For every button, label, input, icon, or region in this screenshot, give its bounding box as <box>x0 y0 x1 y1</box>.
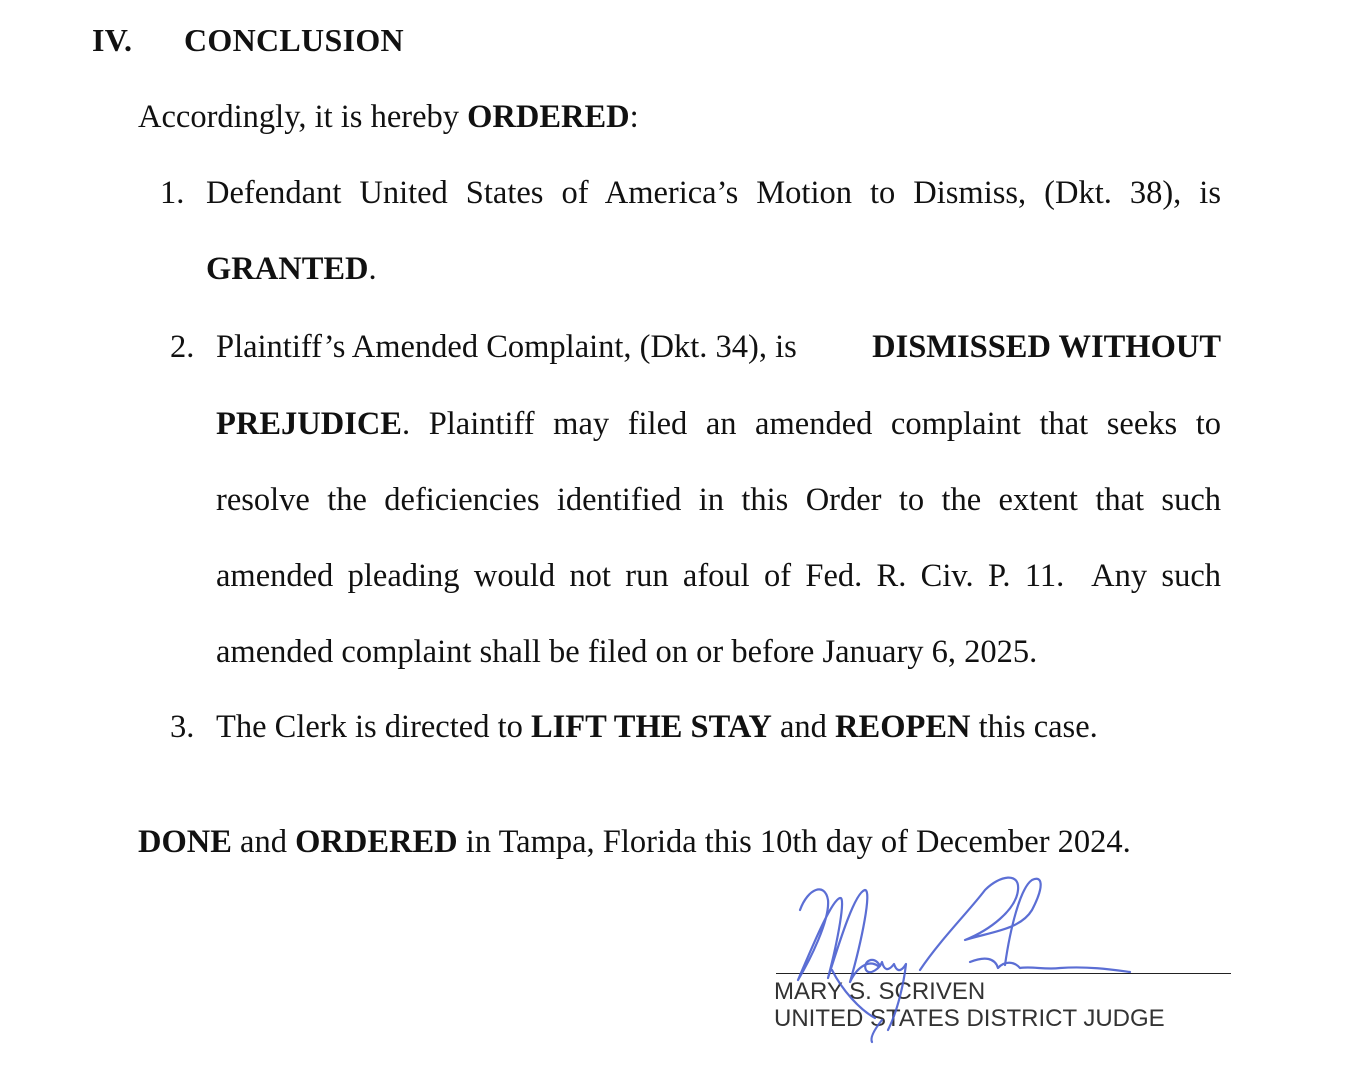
item-3-number: 3. <box>170 709 195 745</box>
item-1-line-2 <box>206 249 377 289</box>
item-1-granted: GRANTED <box>206 251 369 287</box>
section-title: CONCLUSION <box>184 22 404 58</box>
item-2-text-c: resolve the deficiencies identified in this Order to the extent that such <box>216 482 1221 518</box>
judge-name: MARY S. SCRIVEN <box>774 978 986 1005</box>
item-2-line-2 <box>216 404 1221 444</box>
handwritten-signature <box>770 870 1250 1050</box>
item-3-lift-stay: LIFT THE STAY <box>530 709 772 745</box>
item-3-text-a: The Clerk is directed to <box>216 709 531 745</box>
item-2-text-a: Plaintiff’s Amended Complaint, (Dkt. 34), is <box>216 329 797 365</box>
item-2-dismissed: DISMISSED WITHOUT <box>872 329 1221 365</box>
item-2-text-d: amended pleading would not run afoul of Fed. R. Civ. P. 11. Any such <box>216 558 1221 594</box>
item-2-line-5 <box>216 632 1037 672</box>
intro-ordered: ORDERED <box>467 99 630 135</box>
item-2-number: 2. <box>170 329 195 365</box>
item-1-number: 1. <box>160 175 185 211</box>
signature-block <box>770 870 1250 1050</box>
section-number: IV. <box>92 22 133 58</box>
intro-paragraph <box>138 97 639 137</box>
closing-ordered: ORDERED <box>295 824 458 860</box>
item-3-line <box>216 707 1098 747</box>
section-heading <box>92 20 404 60</box>
closing-text: in Tampa, Florida this 10th day of December 2024. <box>457 824 1131 860</box>
item-2-prejudice: PREJUDICE <box>216 406 402 442</box>
judge-title: UNITED STATES DISTRICT JUDGE <box>774 1005 1165 1032</box>
item-2-line-4 <box>216 556 1221 596</box>
item-2-line-3 <box>216 480 1221 520</box>
item-3-text-c: this case. <box>970 709 1098 745</box>
item-2-line-1 <box>216 327 1221 367</box>
closing-done: DONE <box>138 824 232 860</box>
item-3-text-b: and <box>771 709 836 745</box>
intro-text: Accordingly, it is hereby <box>138 99 468 135</box>
item-1-line-1 <box>206 173 1221 213</box>
intro-colon: : <box>629 99 639 135</box>
item-2-text-b: . Plaintiff may filed an amended complaint that seeks to <box>402 406 1221 442</box>
closing-paragraph <box>138 822 1131 862</box>
item-1-period: . <box>368 251 377 287</box>
item-1-text: Defendant United States of America’s Motion to Dismiss, (Dkt. 38), is <box>206 175 1221 211</box>
closing-and: and <box>231 824 296 860</box>
item-2-text-e: amended complaint shall be filed on or before January 6, 2025. <box>216 634 1038 670</box>
item-3-reopen: REOPEN <box>835 709 971 745</box>
